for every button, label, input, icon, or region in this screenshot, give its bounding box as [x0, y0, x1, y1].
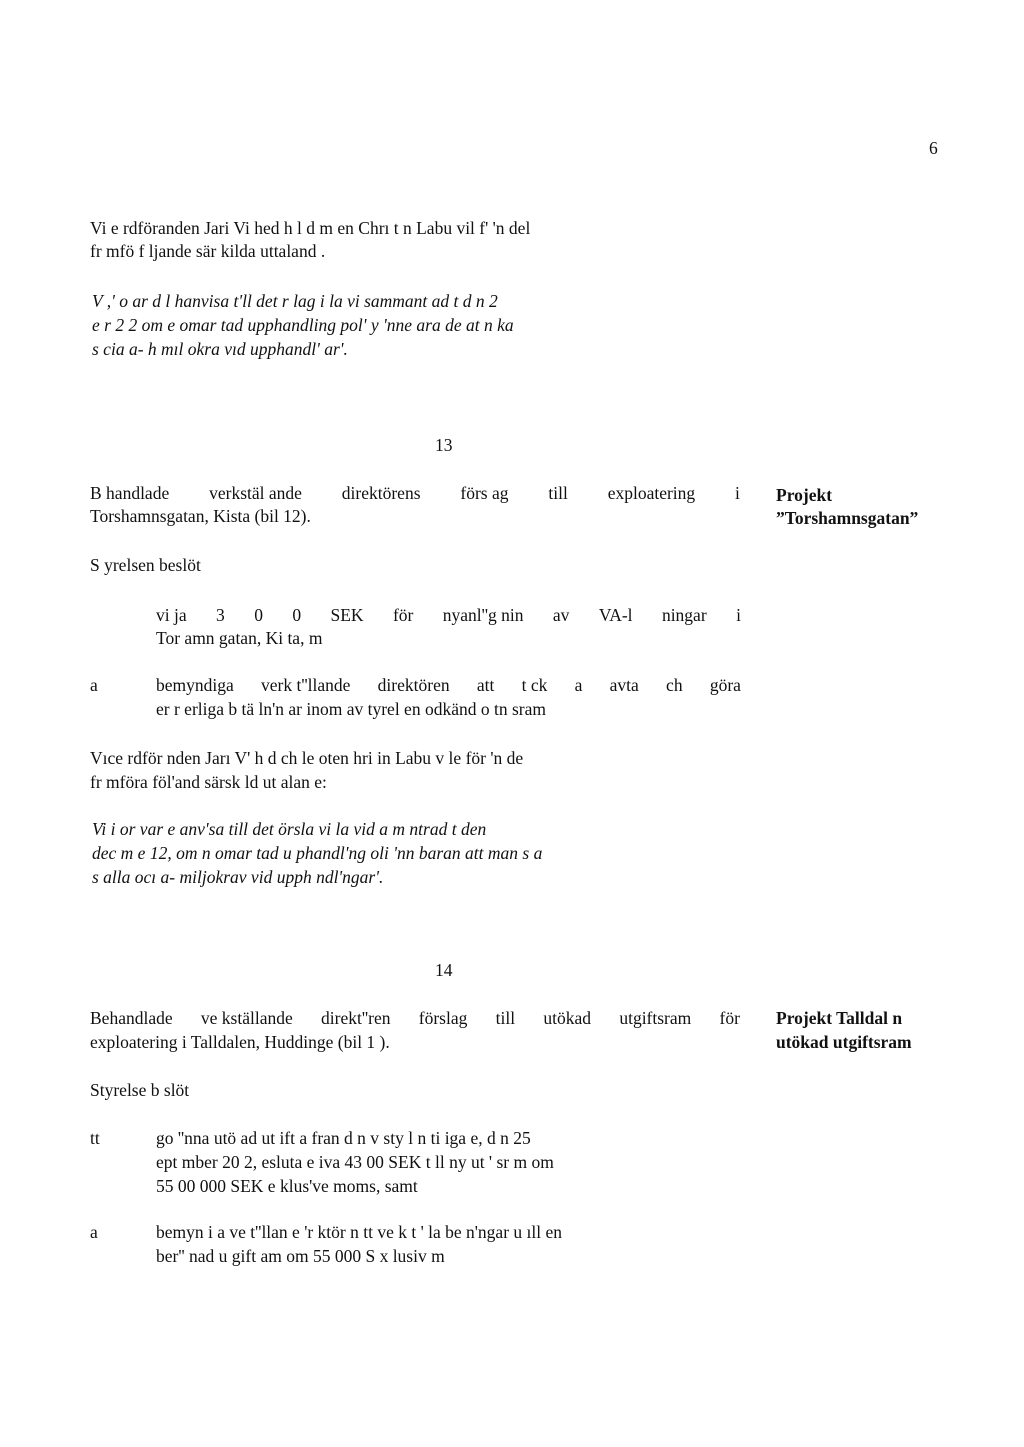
section-13-remark-line-2: fr mföra föl'and särsk ld ut alan e:: [90, 772, 327, 792]
item-word: i: [736, 605, 741, 625]
heading-word: utgiftsram: [619, 1008, 692, 1028]
item-word: verk t''llande: [261, 675, 351, 695]
heading-word: exploatering: [607, 483, 696, 503]
heading-word: förs ag: [460, 483, 509, 503]
section-13-statement-line-2: dec m e 12, om n omar tad u phandl'ng oli 'nn baran att man s a: [92, 843, 543, 863]
section-13-heading-line-1: [90, 482, 740, 504]
item-word: VA-l: [598, 605, 633, 625]
item-word: nyanl''g nin: [442, 605, 524, 625]
item-word: a: [574, 675, 583, 695]
section-13-item-1-line-2: Tor amn gatan, Ki ta, m: [156, 628, 323, 648]
heading-word: ve kställande: [200, 1008, 293, 1028]
section-14-item-1-line-2: ept mber 20 2, esluta e iva 43 00 SEK t ll ny ut ' sr m om: [156, 1152, 554, 1172]
section-13-item-2-line-1: [156, 674, 741, 696]
heading-word: direktörens: [341, 483, 421, 503]
item-word: t ck: [521, 675, 548, 695]
item-word: ch: [666, 675, 683, 695]
heading-word: utökad: [543, 1008, 592, 1028]
intro-line-2: fr mfö f ljande sär kilda uttaland .: [90, 241, 326, 261]
heading-word: direkt''ren: [321, 1008, 391, 1028]
section-13-side-title-1: Projekt: [776, 485, 833, 505]
intro-line-1: Vi e rdföranden Jari Vi hed h l d m en Chrı t n Labu vil f' 'n del: [90, 218, 531, 238]
heading-word: verkstäl ande: [209, 483, 302, 503]
heading-word: Behandlade: [90, 1008, 173, 1028]
section-13-remark-line-1: Vıce rdför nden Jarı V' h d ch le oten hri in Labu v le för 'n de: [90, 748, 524, 768]
section-14-side-title-1: Projekt Talldal n: [776, 1008, 903, 1028]
section-14-number: 14: [435, 960, 453, 980]
intro-statement-line-3: s cia a- h mıl okra vıd upphandl' ar'.: [92, 339, 348, 359]
item-word: göra: [709, 675, 741, 695]
section-13-number: 13: [435, 435, 453, 455]
section-13-statement-line-1: Vi i or var e anv'sa till det örsla vi la vid a m ntrad t den: [92, 819, 487, 839]
page-number: 6: [929, 138, 938, 158]
item-word: att: [476, 675, 495, 695]
section-14-decision-intro: Styrelse b slöt: [90, 1080, 190, 1100]
section-14-side-title-2: utökad utgiftsram: [776, 1032, 912, 1052]
section-14-item-2-marker: a: [90, 1222, 98, 1242]
heading-word: i: [735, 483, 740, 503]
section-13-statement-line-3: s alla ocı a- miljokrav vid upph ndl'ngar'.: [92, 867, 384, 887]
heading-word: förslag: [418, 1008, 468, 1028]
section-13-item-1-line-1: [156, 604, 741, 626]
item-word: 0: [292, 605, 302, 625]
section-13-item-2-line-2: er r erliga b tä ln'n ar inom av tyrel en odkänd o tn sram: [156, 699, 546, 719]
heading-word: till: [548, 483, 568, 503]
item-word: ningar: [661, 605, 707, 625]
section-14-item-1-line-3: 55 00 000 SEK e klus've moms, samt: [156, 1176, 418, 1196]
item-word: bemyndiga: [156, 675, 234, 695]
heading-word: till: [495, 1008, 516, 1028]
item-word: SEK: [330, 605, 364, 625]
intro-statement-line-1: V ,' o ar d l hanvisa t'll det r lag i la vi sammant ad t d n 2: [92, 291, 498, 311]
item-word: 3: [216, 605, 225, 625]
section-14-item-1-marker: tt: [90, 1128, 100, 1148]
item-word: 0: [254, 605, 263, 625]
section-13-side-title-2: ”Torshamnsgatan”: [776, 508, 919, 528]
section-14-item-2-line-1: bemyn i a ve t''llan e 'r ktör n tt ve k t ' la be n'ngar u ıll en: [156, 1222, 563, 1242]
section-13-item-2-marker: a: [90, 675, 98, 695]
item-word: direktören: [377, 675, 450, 695]
intro-statement-line-2: e r 2 2 om e omar tad upphandling pol' y 'nne ara de at n ka: [92, 315, 514, 335]
item-word: för: [392, 605, 414, 625]
section-14-heading-line-2: exploatering i Talldalen, Huddinge (bil 1 ).: [90, 1032, 390, 1052]
item-word: av: [552, 605, 570, 625]
section-14-heading-line-1: [90, 1007, 740, 1029]
item-word: avta: [609, 675, 639, 695]
section-14-item-2-line-2: ber'' nad u gift am om 55 000 S x lusiv m: [156, 1246, 445, 1266]
section-14-item-1-line-1: go ''nna utö ad ut ift a fran d n v sty l n ti iga e, d n 25: [156, 1128, 531, 1148]
heading-word: för: [719, 1008, 740, 1028]
section-13-decision-intro: S yrelsen beslöt: [90, 555, 201, 575]
item-word: vi ja: [156, 605, 187, 625]
section-13-heading-line-2: Torshamnsgatan, Kista (bil 12).: [90, 506, 311, 526]
heading-word: B handlade: [90, 483, 170, 503]
